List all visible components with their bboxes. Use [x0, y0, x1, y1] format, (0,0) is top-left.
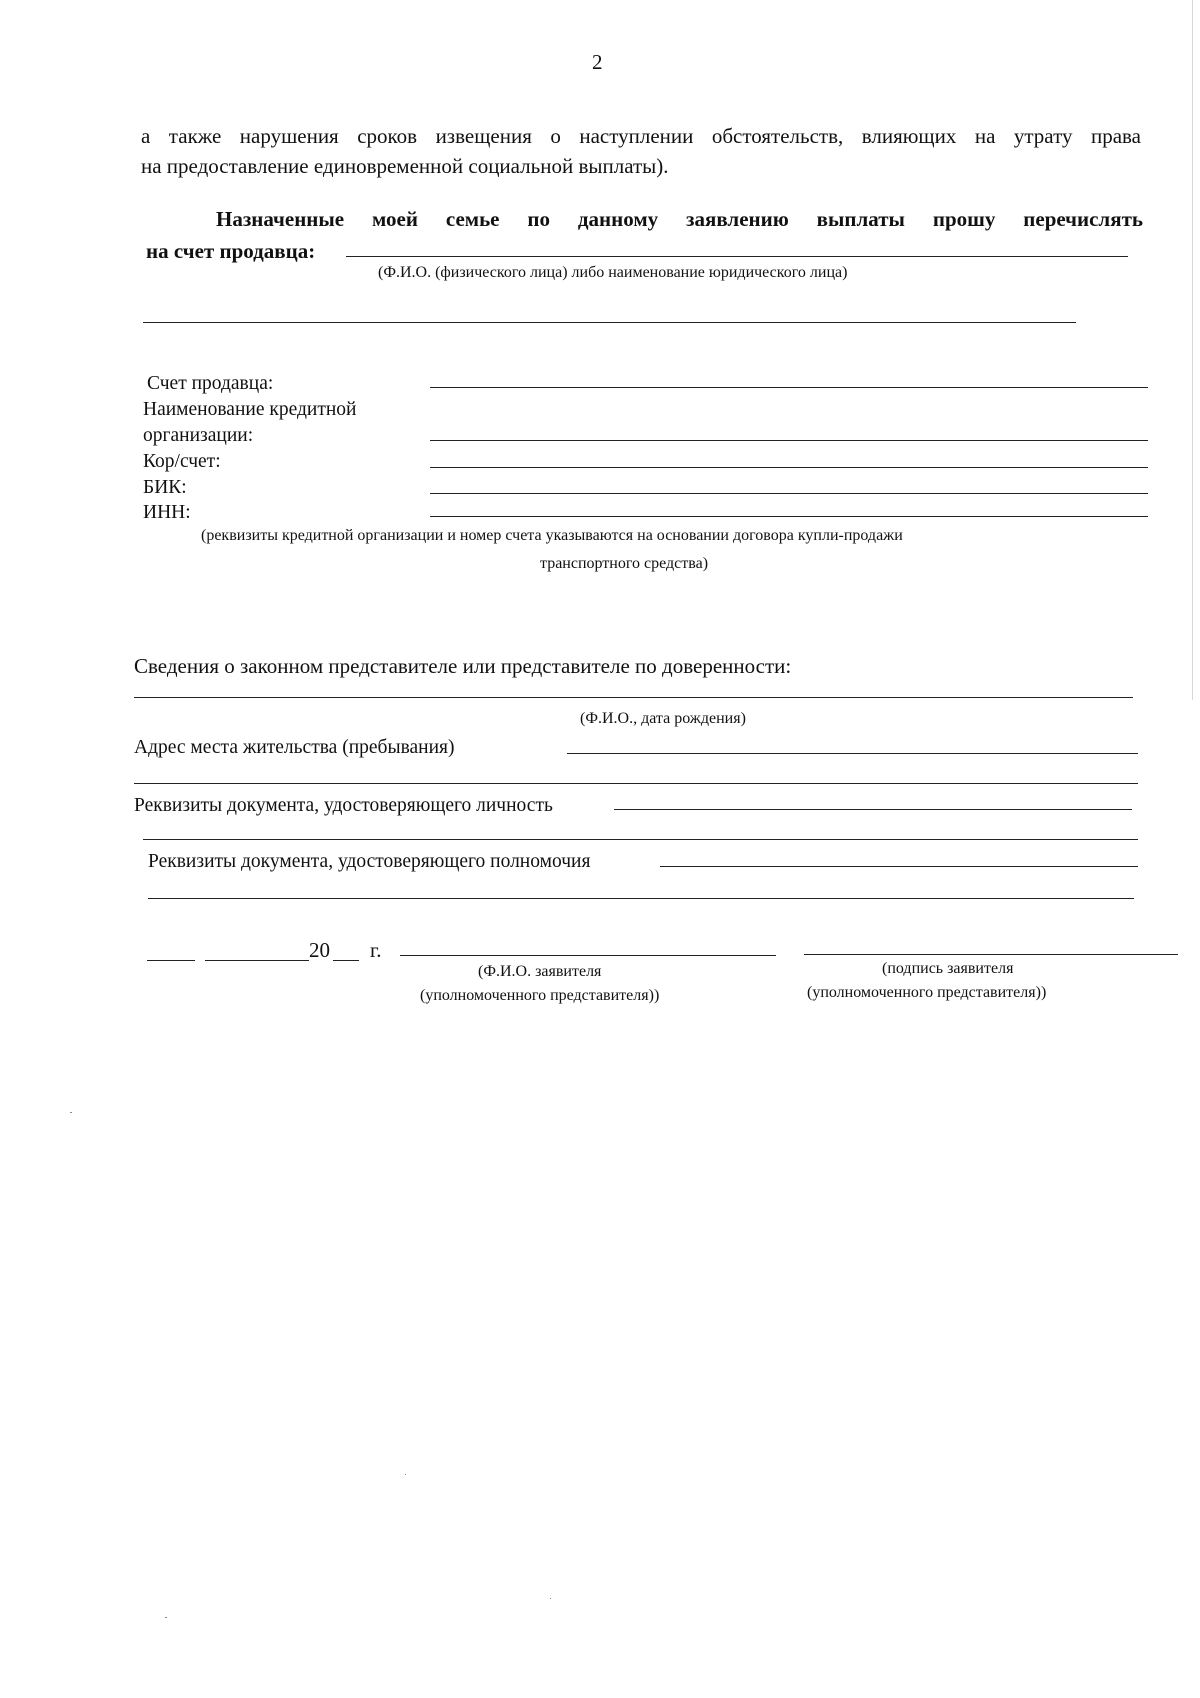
authority-document-label: Реквизиты документа, удостоверяющего полномочия — [148, 851, 591, 872]
date-day-field[interactable] — [147, 960, 195, 961]
applicant-signature-caption-line-2: (уполномоченного представителя)) — [807, 984, 1047, 1001]
bank-name-label-line-2: организации: — [143, 425, 254, 446]
bank-details-note-line-1: (реквизиты кредитной организации и номер счета указываются на основании договора купли-продажи — [201, 527, 903, 544]
scan-dot — [550, 1598, 551, 1599]
bank-name-label-line-1: Наименование кредитной — [143, 399, 357, 420]
corr-account-field[interactable] — [430, 467, 1148, 468]
intro-line-1: а также нарушения сроков извещения о наступлении обстоятельств, влияющих на утрату права — [141, 124, 1141, 148]
applicant-signature-field[interactable] — [804, 954, 1178, 955]
seller-name-caption: (Ф.И.О. (физического лица) либо наименование юридического лица) — [378, 264, 848, 281]
scan-edge — [1192, 0, 1193, 700]
applicant-name-field[interactable] — [400, 955, 776, 956]
applicant-name-caption-line-1: (Ф.И.О. заявителя — [478, 963, 602, 980]
authority-document-field[interactable] — [660, 866, 1138, 867]
scan-dot — [405, 1474, 406, 1475]
id-document-label: Реквизиты документа, удостоверяющего личность — [134, 795, 553, 816]
corr-account-label: Кор/счет: — [143, 451, 221, 472]
bank-details-note-line-2: транспортного средства) — [540, 555, 709, 572]
address-field[interactable] — [567, 753, 1138, 754]
representative-heading: Сведения о законном представителе или представителе по доверенности: — [134, 654, 792, 678]
inn-label: ИНН: — [143, 502, 191, 523]
id-document-field[interactable] — [614, 809, 1132, 810]
scan-dot — [165, 1617, 167, 1618]
date-year-field[interactable] — [333, 960, 359, 961]
date-year-prefix: 20 — [309, 938, 330, 962]
bik-label: БИК: — [143, 477, 187, 498]
scan-dot — [70, 1112, 72, 1113]
applicant-name-caption-line-2: (уполномоченного представителя)) — [420, 987, 660, 1004]
payment-request-line-1: Назначенные моей семье по данному заявлению выплаты прошу перечислять — [216, 207, 1143, 231]
applicant-signature-caption-line-1: (подпись заявителя — [882, 960, 1014, 977]
bank-name-field[interactable] — [430, 440, 1148, 441]
bik-field[interactable] — [430, 493, 1148, 494]
authority-document-field-continuation[interactable] — [148, 898, 1134, 899]
page-number: 2 — [592, 50, 603, 74]
representative-name-caption: (Ф.И.О., дата рождения) — [580, 710, 746, 727]
date-year-suffix: г. — [370, 938, 382, 962]
address-label: Адрес места жительства (пребывания) — [134, 737, 455, 758]
seller-account-label: Счет продавца: — [147, 373, 274, 394]
intro-line-2: на предоставление единовременной социальной выплаты). — [141, 154, 669, 178]
seller-account-field[interactable] — [430, 387, 1148, 388]
seller-name-field-continuation[interactable] — [143, 322, 1076, 323]
inn-field[interactable] — [430, 516, 1148, 517]
seller-name-field[interactable] — [346, 256, 1128, 257]
representative-name-field[interactable] — [134, 697, 1133, 698]
date-month-field[interactable] — [205, 960, 309, 961]
id-document-field-continuation[interactable] — [143, 839, 1138, 840]
payment-request-line-2: на счет продавца: — [146, 239, 316, 263]
address-field-continuation[interactable] — [134, 783, 1138, 784]
